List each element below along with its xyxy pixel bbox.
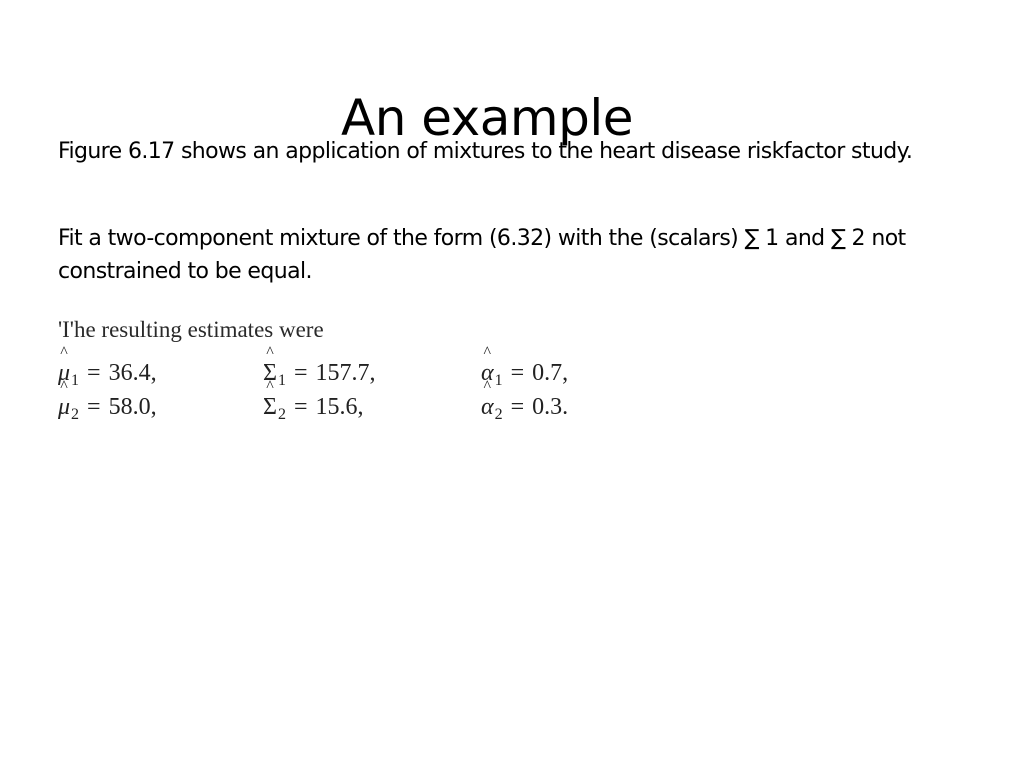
alpha-1-estimate xyxy=(481,360,641,390)
equals-sign: = xyxy=(87,394,101,420)
mu-2-value: 58.0, xyxy=(108,394,157,420)
subscript: 1 xyxy=(494,372,503,389)
estimate-row-2 xyxy=(58,392,641,426)
equals-sign: = xyxy=(293,360,308,386)
mu-symbol: ^ μ xyxy=(58,360,70,387)
estimate-row-1 xyxy=(58,358,641,392)
subscript: 2 xyxy=(71,406,80,423)
alpha-symbol: ^ α xyxy=(481,360,494,387)
estimates-block xyxy=(58,314,641,426)
mu-symbol: ^ μ xyxy=(58,394,70,421)
paragraph-figure-reference: Figure 6.17 shows an application of mixtures to the heart disease riskfactor study. xyxy=(58,139,913,164)
subscript: 2 xyxy=(277,406,286,423)
alpha-1-value: 0.7, xyxy=(532,360,569,386)
mu-2-estimate xyxy=(58,394,263,424)
equals-sign: = xyxy=(87,360,101,386)
paragraph-fit-description: Fit a two-component mixture of the form (6.32) with the (scalars) ∑ 1 and ∑ 2 not constrained to be equal. xyxy=(58,226,906,284)
alpha-2-estimate xyxy=(481,394,641,424)
equals-sign: = xyxy=(293,394,308,420)
equals-sign: = xyxy=(510,394,525,420)
subscript: 2 xyxy=(494,406,503,423)
mu-1-estimate xyxy=(58,360,263,390)
mu-1-value: 36.4, xyxy=(108,360,157,386)
sigma-1-estimate xyxy=(263,360,481,390)
sigma-2-value: 15.6, xyxy=(315,394,364,420)
estimates-heading: 'I'he resulting estimates were xyxy=(58,317,324,342)
sigma-2-estimate xyxy=(263,394,481,424)
sigma-symbol: ^ Σ xyxy=(263,394,277,421)
subscript: 1 xyxy=(277,372,286,389)
slide-title: An example xyxy=(341,88,633,147)
alpha-symbol: ^ α xyxy=(481,394,494,421)
sigma-symbol: ^ Σ xyxy=(263,360,277,387)
sigma-1-value: 157.7, xyxy=(315,360,376,386)
equals-sign: = xyxy=(510,360,525,386)
subscript: 1 xyxy=(71,372,80,389)
alpha-2-value: 0.3. xyxy=(532,394,569,420)
